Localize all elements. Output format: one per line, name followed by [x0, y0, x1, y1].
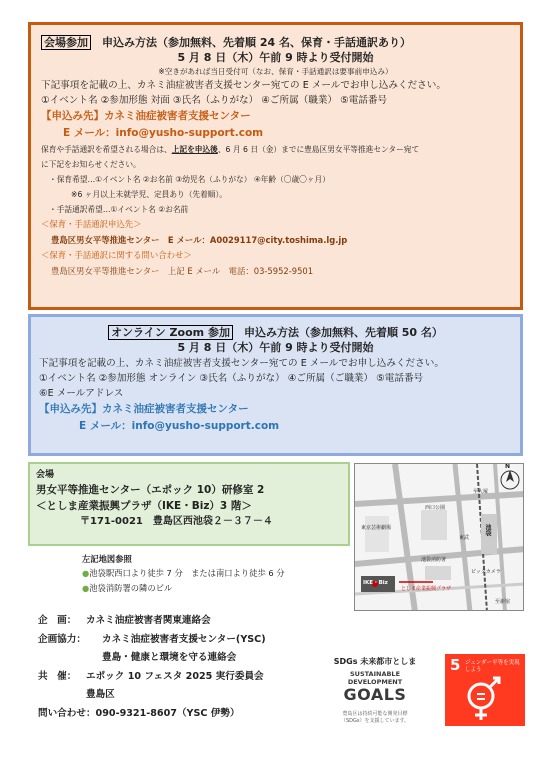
venue-instruction: 下記事項を記載の上、カネミ油症被害者支援センター宛ての E メールでお申し込みください。: [41, 80, 446, 91]
childcare-conditions: ※6 ヶ月以上未就学児、定員あり（先着順）。: [71, 190, 227, 199]
venue-tag: 会場参加: [41, 35, 91, 50]
online-header: [39, 325, 512, 340]
access-item: ●池袋消防署の隣のビル: [82, 583, 173, 593]
venue-email-link[interactable]: E メール：info@yusho-support.com: [63, 127, 264, 139]
map-label-park: 西口公園: [425, 505, 446, 511]
map-label-dept: 東武: [459, 535, 470, 541]
venue-deadline: 5 月 8 日（木）午前 9 時より受付開始: [177, 51, 374, 64]
planning-row: 企 画： カネミ油症被害者関東連絡会: [38, 615, 211, 626]
childcare-note: [41, 142, 510, 157]
childcare-inquiry-dest: 豊島区男女平等推進センター 上記 E メール 電話：03-5952-9501: [51, 266, 314, 276]
online-tag: オンライン Zoom 参加: [108, 325, 233, 340]
venue-building: ＜としま産業振興プラザ（IKE・Biz）3 階＞: [36, 500, 252, 512]
childcare-note-underline: 上記を申込後: [171, 145, 218, 154]
sdgs-logos: [320, 654, 525, 729]
map-label-fire: 池袋消防署: [421, 557, 447, 563]
online-email-link[interactable]: E メール：info@yusho-support.com: [79, 420, 280, 432]
online-apply-to: 【申込み先】カネミ油症被害者支援センター: [39, 403, 249, 415]
sign-language-items: ・手話通訳希望…①イベント名 ②お名前: [49, 205, 189, 214]
cooperation-row: 企画協力： カネミ油症被害者支援センター(YSC): [38, 633, 266, 645]
childcare-note-post: 、6 月 6 日（金）までに豊島区男女平等推進センター宛て: [217, 145, 420, 154]
sdgs-support-text: 豊島区は持続可能な開発目標 （SDGs）を支援しています。: [340, 711, 410, 724]
venue-name: 男女平等推進センター（エポック 10）研修室 2: [36, 484, 265, 496]
credits: [38, 612, 318, 723]
map-label-bic: ビックカメラ: [471, 569, 501, 575]
venue-header: [41, 35, 510, 50]
venue-fields: ①イベント名 ②参加形態 対面 ③氏名（ふりがな） ④ご所属（職業） ⑤電話番号: [41, 95, 388, 106]
cohost-row: 共 催： エポック 10 フェスタ 2025 実行委員会: [38, 670, 264, 682]
sdgs-logo: SUSTAINABLE DEVELOPMENT GOALS: [343, 670, 407, 704]
map-label-ikebiz: IKE・Biz: [363, 580, 388, 586]
childcare-apply-dest[interactable]: 豊島区男女平等推進センター E メール：A0029117@city.toshima.lg.jp: [51, 235, 348, 245]
venue-method: 申込み方法（参加無料、先着順 24 名、保育・手話通訳あり）: [91, 36, 411, 49]
bullet-icon: ●: [82, 568, 90, 578]
childcare-items: ・保育希望…①イベント名 ②お名前 ③幼児名（ふりがな） ④年齢（〇歳〇ヶ月）: [49, 175, 330, 184]
map-label-station: 池袋: [484, 524, 491, 536]
childcare-note-2: に下記をお知らせください。: [41, 160, 141, 169]
childcare-note-pre: 保育や手話通訳を希望される場合は、: [41, 145, 172, 154]
childcare-apply-header: ＜保育・手話通訳申込先＞: [41, 219, 142, 229]
access-item: ●池袋駅西口より徒歩 7 分 または南口より徒歩 6 分: [82, 568, 285, 578]
bullet-icon: ●: [82, 583, 90, 593]
cohost-row-2: 豊島区: [86, 689, 115, 700]
online-fields: ①イベント名 ②参加形態 オンライン ③氏名（ふりがな） ④ご所属（ご職業） ⑤電話番号: [39, 373, 424, 384]
north-label: N: [505, 463, 511, 470]
map-label-road1: 至大塚: [473, 489, 489, 495]
venue-note: ※空きがあれば当日受付可（なお、保育・手話通訳は要事前申込み）: [158, 67, 393, 76]
online-method: 申込み方法（参加無料、先着順 50 名）: [232, 326, 443, 339]
venue-apply-to: 【申込み先】カネミ油症被害者支援センター: [41, 110, 251, 122]
venue-location: [28, 462, 350, 546]
contact-row: 問い合わせ：090-9321-8607（YSC 伊勢）: [38, 707, 240, 719]
map-label-plaza: としま産業振興プラザ: [401, 586, 452, 592]
venue-section: [28, 22, 523, 310]
venue-label: 会場: [36, 470, 55, 480]
online-section: [28, 314, 523, 456]
gender-equality-icon: [445, 654, 525, 726]
online-instruction: 下記事項を記載の上、カネミ油症被害者支援センター宛ての E メールでお申し込みください。: [39, 358, 444, 369]
sdgs-city-title: SDGs 未来都市としま: [333, 657, 417, 666]
childcare-inquiry-header: ＜保育・手話通訳に関する問い合わせ＞: [41, 250, 192, 260]
map-label-theater: 東京芸術劇場: [361, 525, 392, 531]
online-fields-2: ⑥E メールアドレス: [39, 388, 124, 399]
cooperation-row-2: 豊島・健康と環境を守る連絡会: [102, 652, 237, 663]
venue-address: 〒171-0021 豊島区西池袋２－３７－４: [80, 516, 273, 527]
access-title: 左記地図参照: [82, 554, 132, 564]
access-notes: [82, 552, 352, 596]
map-label-ttl: 至新宿: [495, 599, 511, 605]
venue-map: [354, 463, 524, 611]
sdg-goal5-badge: 5 ジェンダー平等を実現しよう: [445, 654, 525, 726]
online-deadline: 5 月 8 日（木）午前 9 時より受付開始: [177, 341, 374, 354]
